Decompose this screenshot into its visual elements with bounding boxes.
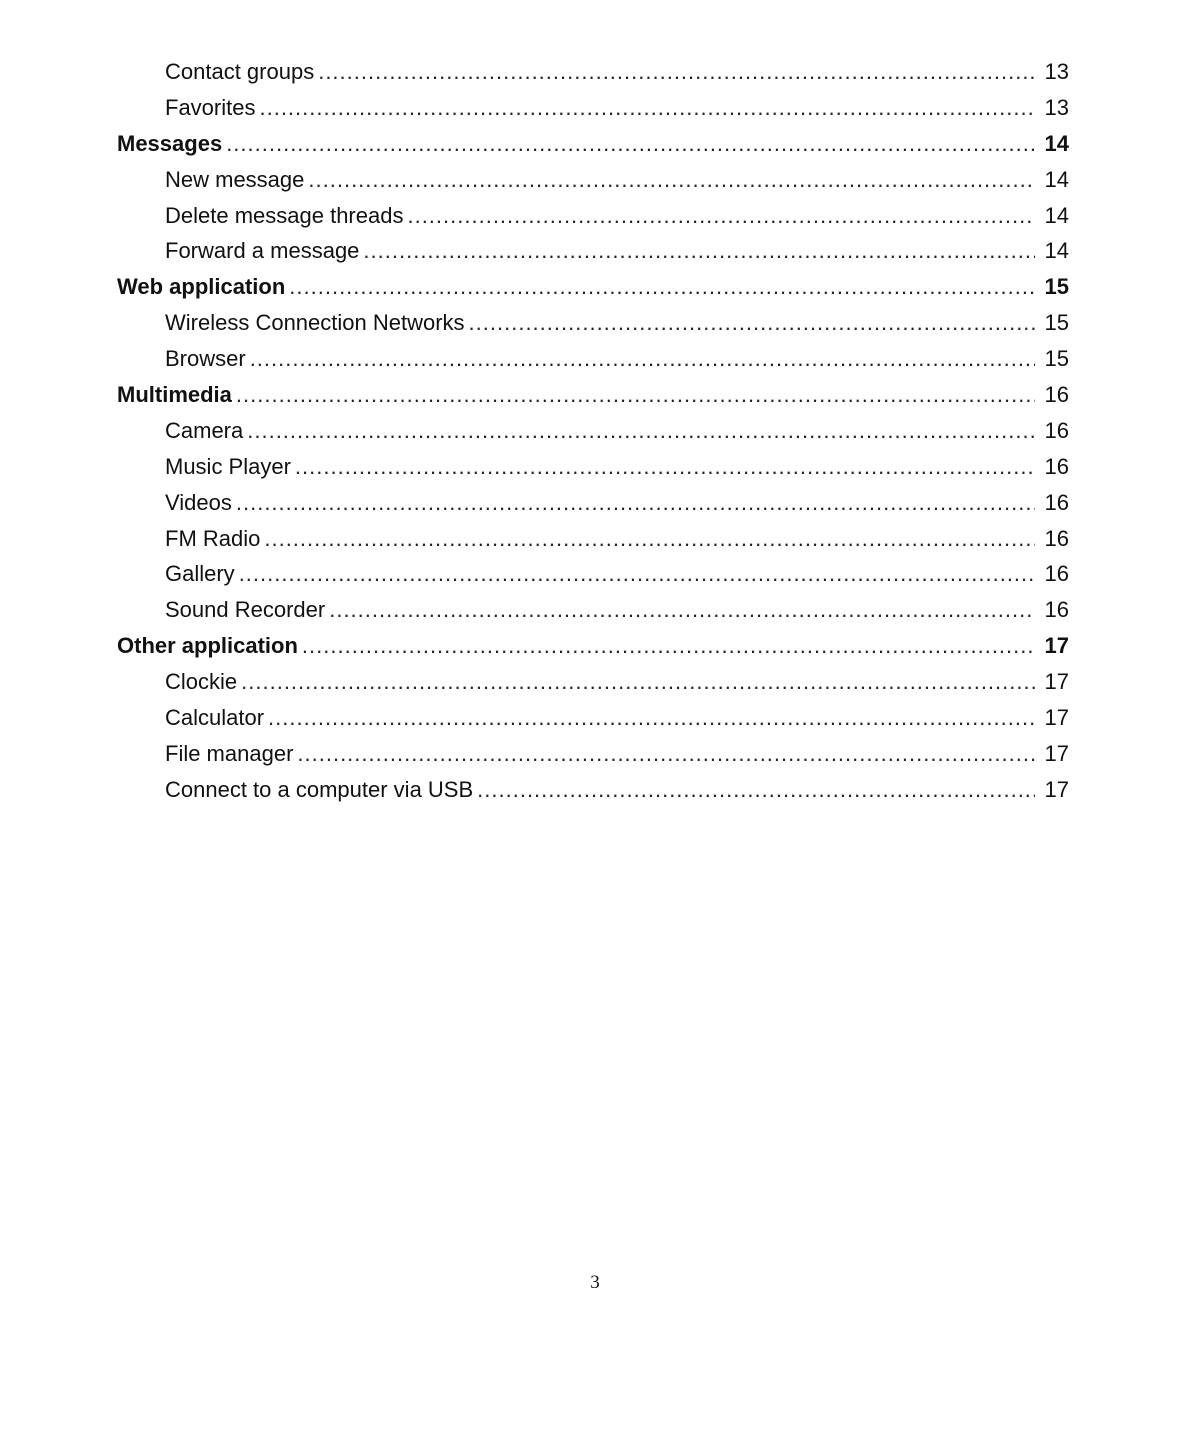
toc-entry-page: 13 (1044, 59, 1069, 84)
toc-entry-page: 15 (1044, 310, 1069, 336)
toc-entry-title: File manager (165, 740, 294, 766)
toc-section-entry[interactable] (117, 274, 1069, 310)
toc-section-page: 17 (1044, 633, 1069, 659)
toc-entry[interactable] (117, 777, 1069, 813)
toc-section-title: Other application (117, 633, 298, 659)
toc-entry-page: 14 (1044, 202, 1069, 228)
toc-entry-title: Camera (165, 417, 244, 443)
toc-entry-page: 14 (1044, 238, 1069, 264)
toc-entry[interactable] (117, 561, 1069, 597)
toc-entry-page: 16 (1044, 525, 1069, 551)
toc-entry-title: Sound Recorder (165, 597, 326, 623)
toc-entry[interactable] (117, 669, 1069, 705)
toc-dot-leader (259, 95, 1035, 121)
toc-dot-leader (239, 561, 1035, 587)
toc-entry-page: 17 (1044, 740, 1069, 766)
toc-entry-title: Browser (165, 346, 246, 372)
toc-section-page: 15 (1044, 274, 1069, 300)
toc-dot-leader (469, 310, 1035, 336)
toc-entry-page: 16 (1044, 453, 1069, 479)
toc-entry[interactable] (117, 167, 1069, 203)
toc-entry-page: 16 (1044, 561, 1069, 587)
toc-entry-page: 16 (1044, 597, 1069, 623)
toc-dot-leader (407, 203, 1035, 229)
toc-section-entry[interactable] (117, 131, 1069, 167)
toc-entry[interactable] (117, 741, 1069, 777)
toc-section-title: Multimedia (117, 382, 232, 408)
toc-dot-leader (264, 526, 1035, 552)
toc-section-page: 16 (1044, 382, 1069, 408)
toc-dot-leader (236, 382, 1035, 408)
toc-dot-leader (297, 741, 1035, 767)
toc-section-title: Messages (117, 130, 223, 156)
toc-section-entry[interactable] (117, 382, 1069, 418)
toc-entry-title: Connect to a computer via USB (165, 776, 474, 802)
toc-section-page: 14 (1044, 130, 1069, 156)
toc-entry-title: FM Radio (165, 525, 261, 551)
toc-entry-page: 13 (1044, 94, 1069, 120)
toc-entry-title: Wireless Connection Networks (165, 310, 465, 336)
toc-dot-leader (241, 669, 1035, 695)
toc-entry-page: 14 (1044, 166, 1069, 192)
toc-dot-leader (318, 59, 1035, 85)
toc-entry-page: 17 (1044, 669, 1069, 695)
toc-entry[interactable] (117, 346, 1069, 382)
toc-dot-leader (250, 346, 1035, 372)
toc-entry-page: 15 (1044, 346, 1069, 372)
toc-entry[interactable] (117, 454, 1069, 490)
toc-dot-leader (295, 454, 1035, 480)
toc-entry-title: Calculator (165, 705, 265, 731)
toc-entry[interactable] (117, 203, 1069, 239)
page-number: 3 (590, 1272, 600, 1293)
toc-entry-page: 17 (1044, 705, 1069, 731)
toc-section-entry[interactable] (117, 633, 1069, 669)
toc-entry-page: 16 (1044, 417, 1069, 443)
toc-dot-leader (226, 131, 1035, 157)
toc-dot-leader (247, 418, 1035, 444)
toc-entry-title: Forward a message (165, 238, 360, 264)
toc-entry[interactable] (117, 95, 1069, 131)
toc-dot-leader (268, 705, 1035, 731)
toc-entry-title: New message (165, 166, 305, 192)
toc-entry-title: Gallery (165, 561, 235, 587)
toc-dot-leader (308, 167, 1035, 193)
toc-dot-leader (363, 238, 1035, 264)
toc-entry-title: Favorites (165, 94, 256, 120)
toc-dot-leader (302, 633, 1035, 659)
toc-entry-title: Music Player (165, 453, 291, 479)
toc-entry-title: Contact groups (165, 59, 315, 84)
toc-dot-leader (477, 777, 1035, 803)
toc-entry-page: 17 (1044, 776, 1069, 802)
toc-entry[interactable] (117, 310, 1069, 346)
toc-dot-leader (236, 490, 1035, 516)
toc-entry[interactable] (117, 238, 1069, 274)
toc-entry[interactable] (117, 418, 1069, 454)
toc-entry[interactable] (117, 490, 1069, 526)
toc-entry-title: Videos (165, 489, 232, 515)
toc-entry[interactable] (117, 597, 1069, 633)
toc-section-title: Web application (117, 274, 286, 300)
table-of-contents (117, 59, 1069, 813)
toc-entry[interactable] (117, 526, 1069, 562)
toc-dot-leader (329, 597, 1035, 623)
toc-dot-leader (289, 274, 1035, 300)
toc-entry-title: Clockie (165, 669, 238, 695)
toc-entry-page: 16 (1044, 489, 1069, 515)
toc-entry[interactable] (117, 705, 1069, 741)
toc-entry-title: Delete message threads (165, 202, 404, 228)
toc-entry[interactable] (117, 59, 1069, 95)
